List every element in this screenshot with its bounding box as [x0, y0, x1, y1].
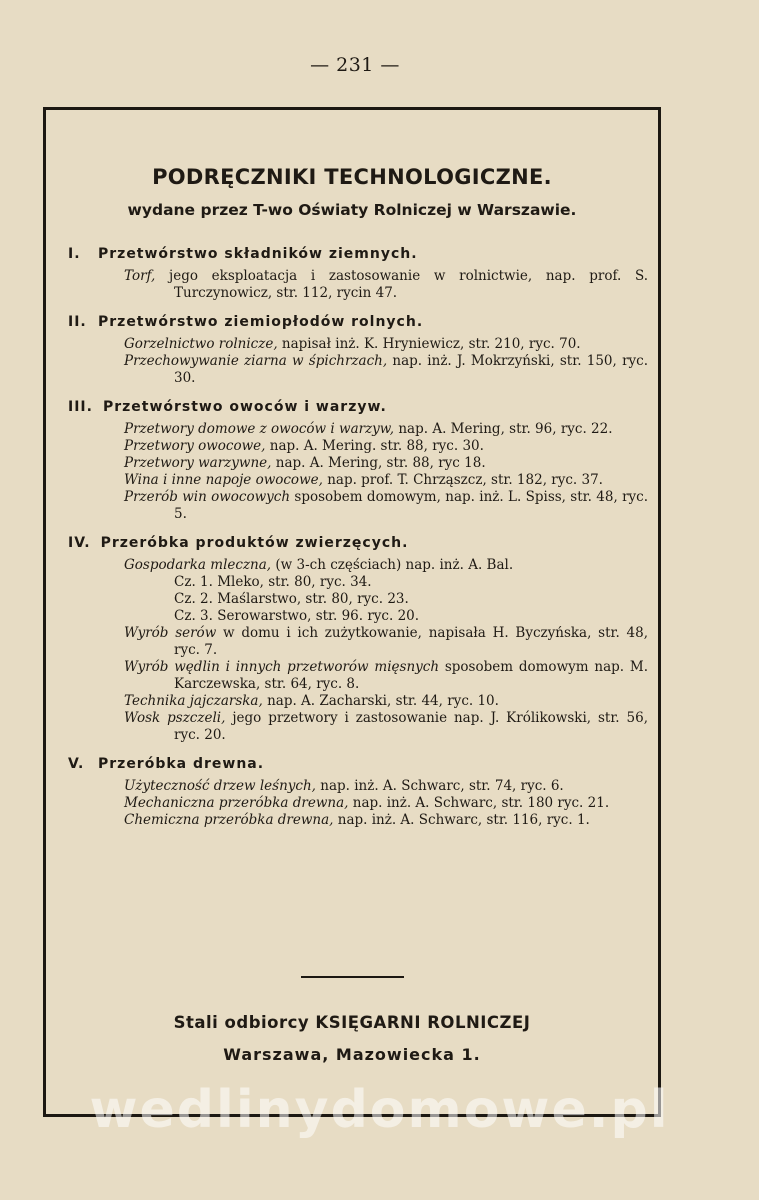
book-title: Wina i inne napoje owocowe,	[124, 472, 323, 488]
catalog-frame	[43, 107, 661, 1117]
book-title: Gospodarka mleczna,	[124, 557, 272, 573]
section-heading	[68, 246, 648, 262]
book-details: nap. prof. T. Chrząszcz, str. 182, ryc. 37.	[322, 472, 603, 488]
book-details: (w 3-ch częściach) nap. inż. A. Bal.	[271, 557, 514, 573]
book-details: nap. A. Zacharski, str. 44, ryc. 10.	[262, 693, 499, 709]
section-heading	[68, 535, 648, 551]
section-number: V.	[68, 756, 85, 772]
section-heading	[68, 314, 648, 330]
book-entry	[124, 795, 648, 812]
book-title: Wyrób wędlin i innych przetworów mięsnych	[124, 659, 440, 675]
book-title: Przechowywanie ziarna w śpichrzach,	[124, 353, 388, 369]
section	[68, 246, 648, 302]
section-heading	[68, 756, 648, 772]
book-entry	[124, 625, 648, 659]
watermark: wedlinydomowe.pl	[89, 1080, 670, 1140]
book-title: Torf,	[124, 268, 156, 284]
page-subtitle: wydane przez T-wo Oświaty Rolniczej w Warszawie.	[127, 201, 577, 219]
section-title: Przeróbka produktów zwierzęcych.	[100, 535, 409, 551]
catalog-content	[68, 246, 648, 841]
book-title: Użyteczność drzew leśnych,	[124, 778, 316, 794]
book-title: Wyrób serów	[124, 625, 217, 641]
section	[68, 535, 648, 744]
section	[68, 399, 648, 523]
book-details: jego przetwory i zastosowanie nap. J. Królikowski, str. 56, ryc. 20.	[174, 710, 648, 743]
section-title: Przetwórstwo ziemiopłodów rolnych.	[98, 314, 424, 330]
book-title: Przetwory domowe z owoców i warzyw,	[124, 421, 395, 437]
footer-bookstore: Stali odbiorcy KSIĘGARNI ROLNICZEJ	[173, 1013, 531, 1032]
book-part: Cz. 1. Mleko, str. 80, ryc. 34.	[174, 574, 372, 590]
section-number: IV.	[68, 535, 91, 551]
book-entry	[124, 421, 648, 438]
divider-rule	[301, 976, 404, 978]
book-entry	[124, 472, 648, 489]
book-details: w domu i ich zużytkowanie, napisała H. Byczyńska, str. 48, ryc. 7.	[174, 625, 648, 658]
book-title: Gorzelnictwo rolnicze,	[124, 336, 278, 352]
book-title: Przetwory owocowe,	[124, 438, 266, 454]
book-entry	[124, 812, 648, 829]
book-entry	[124, 659, 648, 693]
book-details: nap. inż. A. Schwarc, str. 116, ryc. 1.	[333, 812, 590, 828]
book-title: Przerób win owocowych	[124, 489, 291, 505]
section-number: III.	[68, 399, 93, 415]
book-title: Mechaniczna przeróbka drewna,	[124, 795, 349, 811]
book-part: Cz. 2. Maślarstwo, str. 80, ryc. 23.	[174, 591, 409, 607]
section-number: II.	[68, 314, 87, 330]
book-details: nap. inż. A. Schwarc, str. 74, ryc. 6.	[315, 778, 564, 794]
book-entry	[124, 353, 648, 387]
section-heading	[68, 399, 648, 415]
book-details: nap. A. Mering, str. 88, ryc 18.	[271, 455, 486, 471]
book-title: Chemiczna przeróbka drewna,	[124, 812, 334, 828]
book-entry	[124, 693, 648, 710]
book-entry	[124, 557, 648, 574]
book-details: nap. A. Mering. str. 88, ryc. 30.	[265, 438, 484, 454]
book-title: Wosk pszczeli,	[124, 710, 226, 726]
book-details: nap. inż. J. Mokrzyński, str. 150, ryc. 30.	[174, 353, 649, 386]
section	[68, 314, 648, 387]
book-details: sposobem domowym, nap. inż. L. Spiss, str. 48, ryc. 5.	[174, 489, 649, 522]
book-entry	[124, 710, 648, 744]
book-entry	[124, 268, 648, 302]
page-title: PODRĘCZNIKI TECHNOLOGICZNE.	[152, 165, 552, 189]
section-number: I.	[68, 246, 81, 262]
book-details: nap. inż. A. Schwarc, str. 180 ryc. 21.	[348, 795, 610, 811]
book-entry	[124, 438, 648, 455]
book-details: napisał inż. K. Hryniewicz, str. 210, ryc. 70.	[277, 336, 581, 352]
book-entry	[124, 489, 648, 523]
page-number: — 231 —	[310, 54, 400, 76]
book-entry	[124, 336, 648, 353]
section-title: Przetwórstwo składników ziemnych.	[98, 246, 418, 262]
book-details: nap. A. Mering, str. 96, ryc. 22.	[394, 421, 613, 437]
book-title: Technika jajczarska,	[124, 693, 263, 709]
book-title: Przetwory warzywne,	[124, 455, 272, 471]
section-title: Przeróbka drewna.	[98, 756, 265, 772]
book-entry	[124, 455, 648, 472]
book-part: Cz. 3. Serowarstwo, str. 96. ryc. 20.	[174, 608, 420, 624]
footer-address: Warszawa, Mazowiecka 1.	[223, 1045, 481, 1064]
book-details: sposobem domowym nap. M. Karczewska, str. 64, ryc. 8.	[174, 659, 648, 692]
book-entry	[124, 778, 648, 795]
book-details: jego eksploatacja i zastosowanie w rolnictwie, nap. prof. S. Turczynowicz, str. 112, rycin 47.	[155, 268, 648, 301]
section	[68, 756, 648, 829]
section-title: Przetwórstwo owoców i warzyw.	[102, 399, 387, 415]
